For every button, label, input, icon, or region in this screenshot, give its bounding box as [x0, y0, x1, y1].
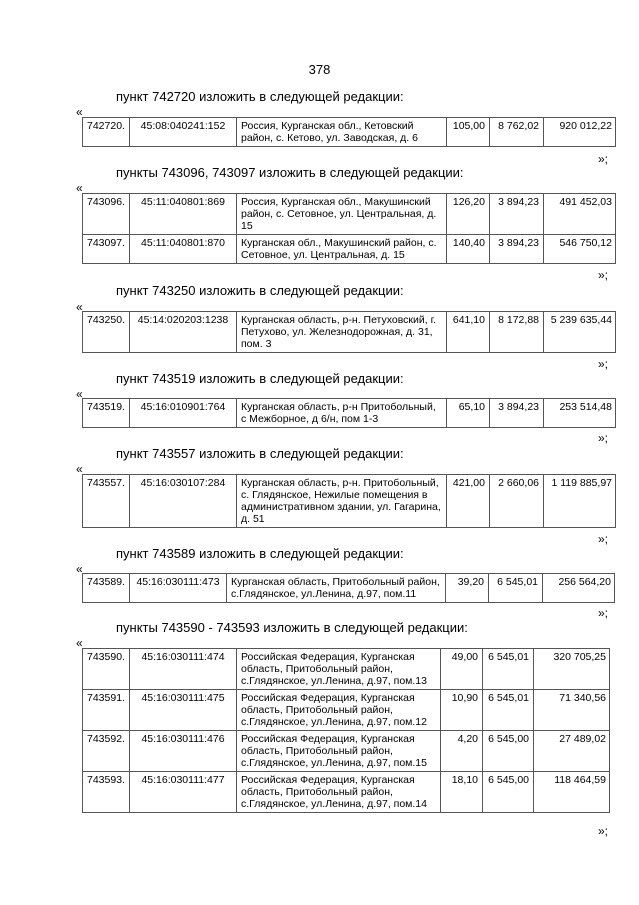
close-quote: »; [598, 532, 609, 546]
table-row [83, 235, 616, 264]
cadastral-number: 45:16:030111:476 [130, 731, 237, 772]
address: Российская Федерация, Курганская область, Притобольный район, с.Глядянское, ул.Ленина, д.97, пом.14 [237, 772, 441, 813]
close-quote: »; [598, 824, 609, 838]
address: Россия, Курганская обл., Кетовский район, с. Кетово, ул. Заводская, д. 6 [237, 118, 447, 147]
area: 105,00 [447, 118, 490, 147]
total-value: 27 489,02 [534, 731, 610, 772]
open-quote: « [76, 636, 83, 650]
total-value: 920 012,22 [544, 118, 616, 147]
cadastral-number: 45:08:040241:152 [130, 118, 237, 147]
table-row [83, 475, 616, 528]
unit-price: 8 762,02 [490, 118, 544, 147]
area: 140,40 [447, 235, 490, 264]
amendment-table [82, 117, 616, 147]
unit-price: 6 545,01 [483, 690, 534, 731]
close-quote: »; [598, 268, 609, 282]
table-row [83, 312, 616, 353]
unit-price: 8 172,88 [490, 312, 544, 353]
address: Курганская область, р-н Притобольный, с Межборное, д 6/н, пом 1-3 [237, 399, 447, 428]
area: 49,00 [441, 649, 483, 690]
table-row [83, 399, 616, 428]
row-number: 743097. [83, 235, 130, 264]
close-quote: »; [598, 357, 609, 371]
cadastral-number: 45:11:040801:869 [130, 194, 237, 235]
row-number: 743592. [83, 731, 130, 772]
page-number: 378 [308, 62, 331, 77]
table-row [83, 690, 610, 731]
row-number: 743519. [83, 399, 130, 428]
unit-price: 3 894,23 [490, 194, 544, 235]
close-quote: »; [598, 606, 609, 620]
section-heading: пункт 742720 изложить в следующей редакции: [116, 89, 404, 104]
area: 65,10 [447, 399, 490, 428]
cadastral-number: 45:11:040801:870 [130, 235, 237, 264]
row-number: 743590. [83, 649, 130, 690]
address: Курганская область, р-н. Притобольный, с. Глядянское, Нежилые помещения в административном здании, ул. Гагарина, д. 51 [237, 475, 447, 528]
cadastral-number: 45:16:030111:475 [130, 690, 237, 731]
row-number: 743250. [83, 312, 130, 353]
section-heading: пункт 743250 изложить в следующей редакции: [116, 283, 404, 298]
area: 4,20 [441, 731, 483, 772]
row-number: 743096. [83, 194, 130, 235]
total-value: 546 750,12 [544, 235, 616, 264]
unit-price: 6 545,01 [483, 649, 534, 690]
area: 18,10 [441, 772, 483, 813]
open-quote: « [76, 300, 83, 314]
section-heading: пункт 743557 изложить в следующей редакции: [116, 446, 404, 461]
table-row [83, 772, 610, 813]
total-value: 71 340,56 [534, 690, 610, 731]
unit-price: 3 894,23 [490, 399, 544, 428]
open-quote: « [76, 387, 83, 401]
total-value: 256 564,20 [543, 574, 615, 603]
table-row [83, 118, 616, 147]
row-number: 743591. [83, 690, 130, 731]
open-quote: « [76, 462, 83, 476]
unit-price: 6 545,00 [483, 731, 534, 772]
unit-price: 3 894,23 [490, 235, 544, 264]
cadastral-number: 45:16:030107:284 [130, 475, 237, 528]
address: Курганская область, Притобольный район, с.Глядянское, ул.Ленина, д.97, пом.11 [227, 574, 446, 603]
unit-price: 6 545,01 [489, 574, 543, 603]
area: 39,20 [446, 574, 489, 603]
total-value: 320 705,25 [534, 649, 610, 690]
address: Российская Федерация, Курганская область, Притобольный район, с.Глядянское, ул.Ленина, д.97, пом.12 [237, 690, 441, 731]
section-heading: пункт 743519 изложить в следующей редакции: [116, 371, 404, 386]
row-number: 742720. [83, 118, 130, 147]
amendment-table [82, 311, 616, 353]
section-heading: пункт 743589 изложить в следующей редакции: [116, 546, 404, 561]
amendment-table [82, 648, 610, 813]
row-number: 743593. [83, 772, 130, 813]
cadastral-number: 45:16:010901:764 [130, 399, 237, 428]
unit-price: 6 545,00 [483, 772, 534, 813]
unit-price: 2 660,06 [490, 475, 544, 528]
address: Российская Федерация, Курганская область, Притобольный район, с.Глядянское, ул.Ленина, д.97, пом.15 [237, 731, 441, 772]
address: Курганская обл., Макушинский район, с. Сетовное, ул. Центральная, д. 15 [237, 235, 447, 264]
cadastral-number: 45:16:030111:474 [130, 649, 237, 690]
close-quote: »; [598, 152, 609, 166]
address: Российская Федерация, Курганская область, Притобольный район, с.Глядянское, ул.Ленина, д.97, пом.13 [237, 649, 441, 690]
table-row [83, 194, 616, 235]
section-heading: пункты 743096, 743097 изложить в следующей редакции: [116, 165, 464, 180]
cadastral-number: 45:16:030111:477 [130, 772, 237, 813]
row-number: 743557. [83, 475, 130, 528]
amendment-table [82, 193, 616, 264]
total-value: 491 452,03 [544, 194, 616, 235]
area: 126,20 [447, 194, 490, 235]
section-heading: пункты 743590 - 743593 изложить в следующей редакции: [116, 620, 468, 635]
address: Курганская область, р-н. Петуховский, г. Петухово, ул. Железнодорожная, д. 31, пом. 3 [237, 312, 447, 353]
open-quote: « [76, 562, 83, 576]
amendment-table [82, 573, 615, 603]
close-quote: »; [598, 431, 609, 445]
cadastral-number: 45:16:030111:473 [130, 574, 227, 603]
amendment-table [82, 474, 616, 528]
total-value: 118 464,59 [534, 772, 610, 813]
open-quote: « [76, 105, 83, 119]
total-value: 5 239 635,44 [544, 312, 616, 353]
cadastral-number: 45:14:020203:1238 [130, 312, 237, 353]
table-row [83, 574, 615, 603]
area: 641,10 [447, 312, 490, 353]
address: Россия, Курганская обл., Макушинский район, с. Сетовное, ул. Центральная, д. 15 [237, 194, 447, 235]
table-row [83, 731, 610, 772]
total-value: 1 119 885,97 [544, 475, 616, 528]
row-number: 743589. [83, 574, 130, 603]
table-row [83, 649, 610, 690]
open-quote: « [76, 181, 83, 195]
area: 10,90 [441, 690, 483, 731]
amendment-table [82, 398, 616, 428]
total-value: 253 514,48 [544, 399, 616, 428]
area: 421,00 [447, 475, 490, 528]
